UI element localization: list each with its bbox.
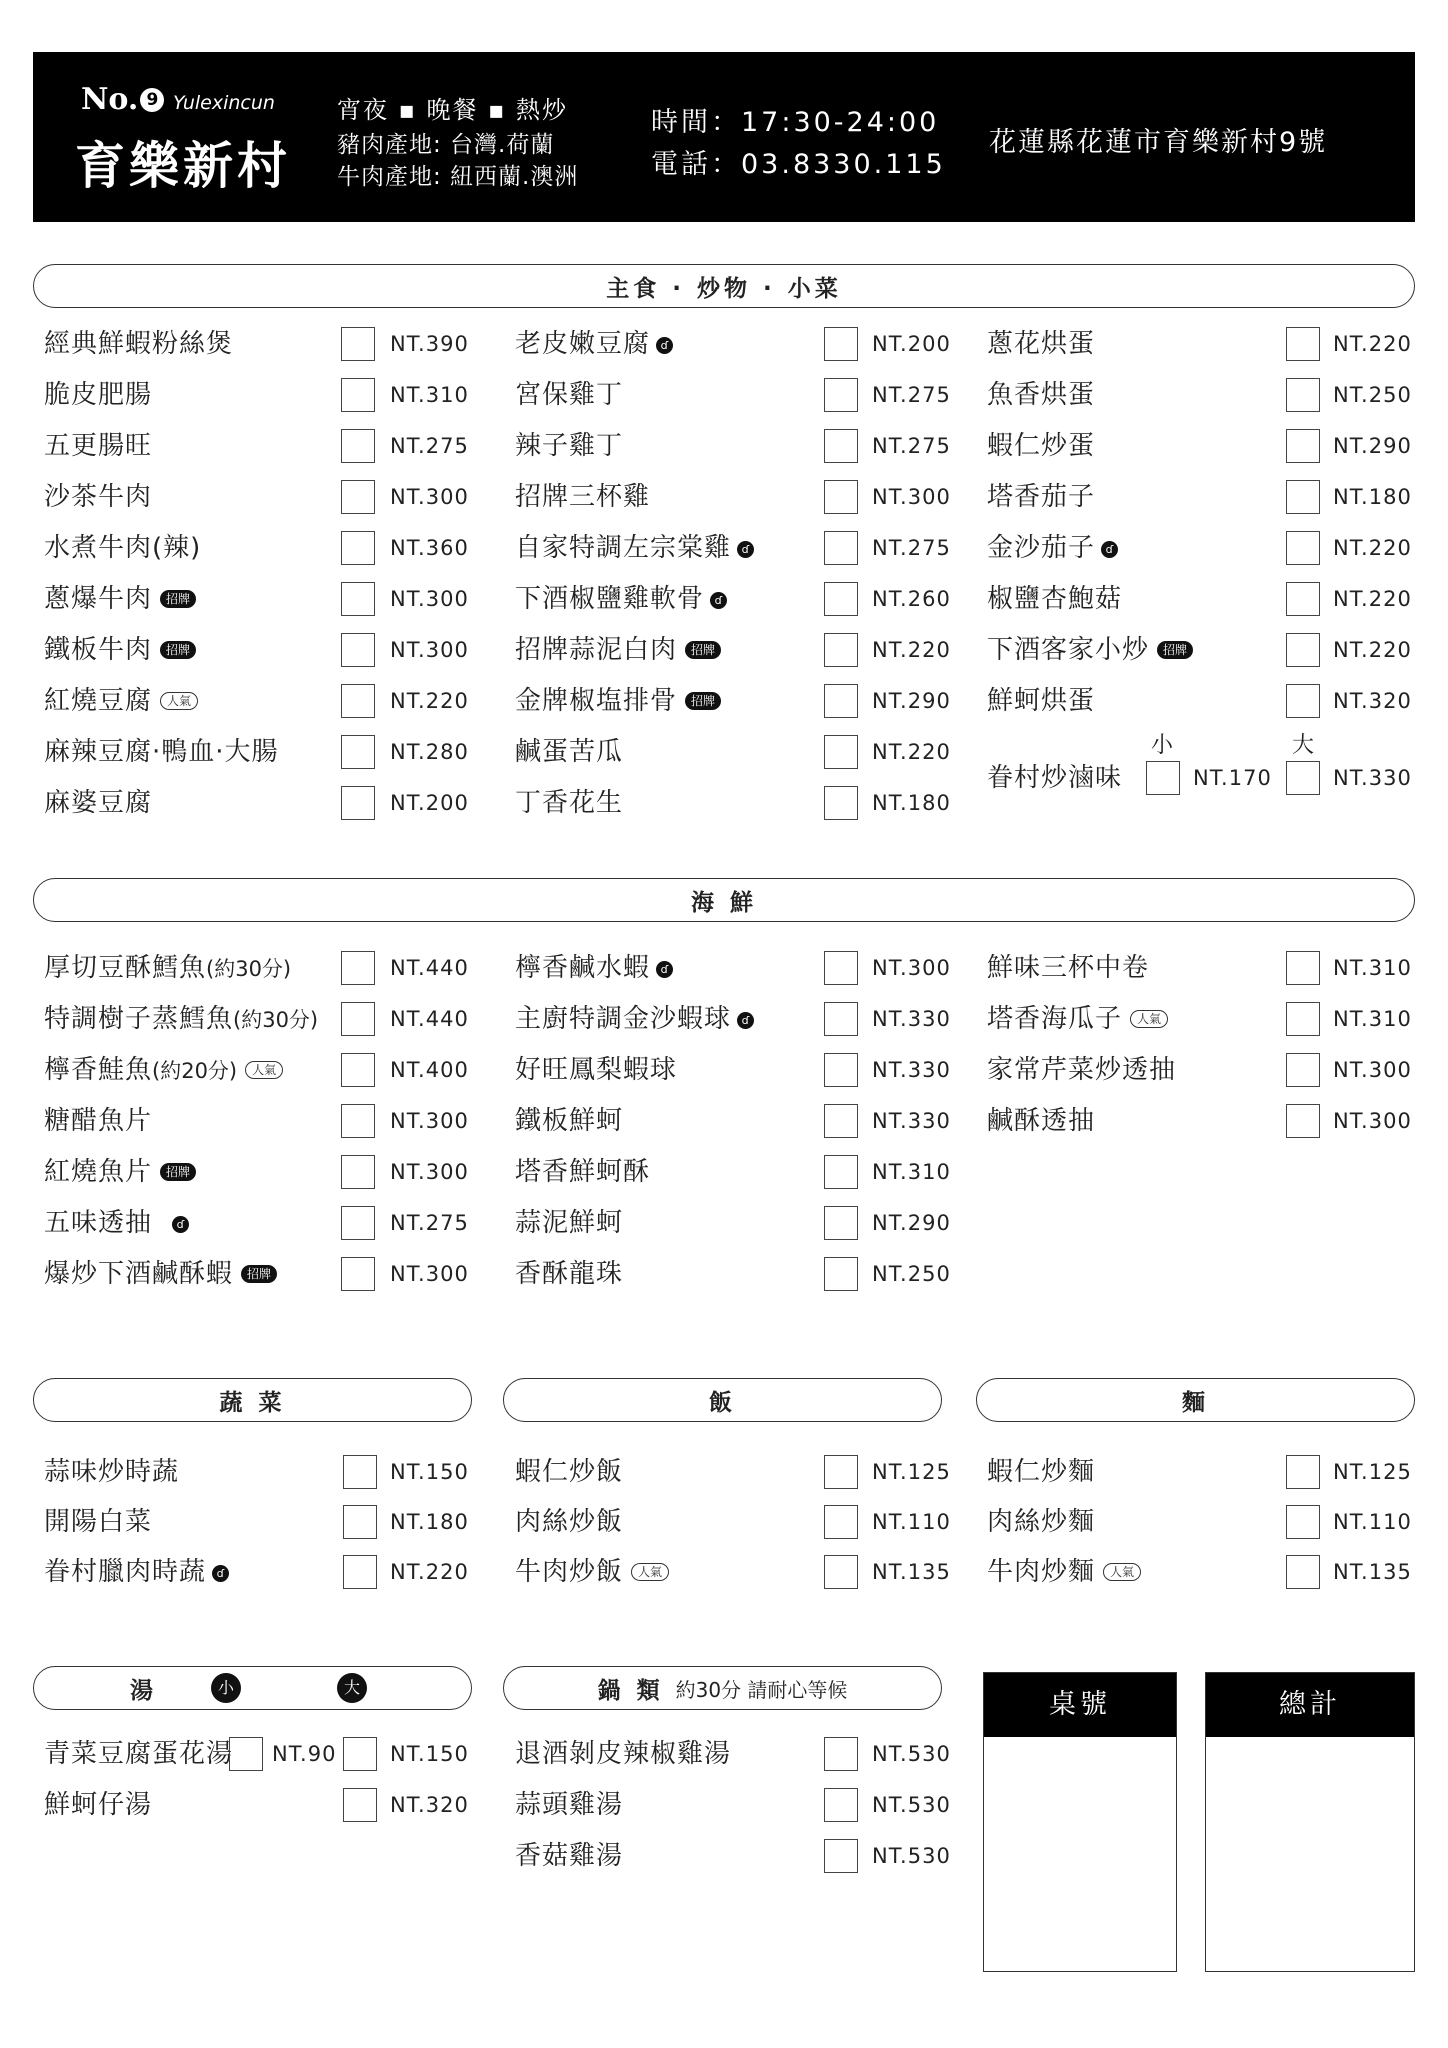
- order-checkbox-small[interactable]: [229, 1737, 263, 1771]
- order-checkbox[interactable]: [1286, 1555, 1320, 1589]
- item-name: 眷村臘肉時蔬 ɗ: [44, 1552, 229, 1592]
- item-name: 家常芹菜炒透抽: [987, 1055, 1177, 1085]
- item-price: NT.330: [872, 1109, 951, 1133]
- order-checkbox[interactable]: [824, 1206, 858, 1240]
- menu-item: [515, 1254, 955, 1294]
- menu-item: [44, 375, 474, 415]
- restaurant-address: 花蓮縣花蓮市育樂新村9號: [989, 127, 1328, 158]
- item-price: NT.220: [390, 689, 469, 713]
- item-name: 椒鹽杏鮑菇: [987, 584, 1123, 614]
- section-hotpot: 鍋 類 約30分 請耐心等候: [503, 1666, 942, 1710]
- item-name: 好旺鳳梨蝦球: [515, 1055, 678, 1085]
- item-name: 蒜味炒時蔬: [44, 1457, 180, 1487]
- menu-item: [44, 1502, 474, 1542]
- order-checkbox[interactable]: [824, 1257, 858, 1291]
- item-price: NT.180: [872, 791, 951, 815]
- order-checkbox[interactable]: [1286, 1455, 1320, 1489]
- item-price: NT.220: [872, 740, 951, 764]
- logo-number: No. 9: [81, 82, 164, 117]
- item-price: NT.250: [872, 1262, 951, 1286]
- menu-item: [44, 1734, 474, 1774]
- item-name: 蒜頭雞湯: [515, 1790, 624, 1820]
- item-price: NT.530: [872, 1742, 951, 1766]
- order-checkbox[interactable]: [343, 1455, 377, 1489]
- item-name: 牛肉炒飯 人氣: [515, 1552, 669, 1592]
- item-name: 自家特調左宗棠雞 ɗ: [515, 528, 754, 568]
- signature-tag: 招牌: [160, 590, 196, 608]
- order-checkbox-large[interactable]: [343, 1737, 377, 1771]
- section-rice: 飯: [503, 1378, 942, 1422]
- item-price: NT.220: [1333, 587, 1412, 611]
- menu-item: [515, 999, 955, 1039]
- menu-item: [515, 426, 955, 466]
- menu-item: [515, 528, 955, 568]
- item-name: 檸香鮭魚(約20分) 人氣: [44, 1050, 283, 1091]
- menu-item: [44, 324, 474, 364]
- order-checkbox[interactable]: [341, 531, 375, 565]
- menu-item: [987, 1552, 1415, 1592]
- order-checkbox[interactable]: [1286, 1002, 1320, 1036]
- order-checkbox[interactable]: [1286, 327, 1320, 361]
- item-price: NT.530: [872, 1793, 951, 1817]
- order-checkbox[interactable]: [1286, 951, 1320, 985]
- item-name: 下酒椒鹽雞軟骨 ɗ: [515, 579, 727, 619]
- logo-number-badge: 9: [140, 88, 164, 112]
- signature-tag: 招牌: [160, 641, 196, 659]
- section-soup: 湯 小 大: [33, 1666, 472, 1710]
- order-checkbox[interactable]: [1286, 684, 1320, 718]
- menu-item: [44, 579, 474, 619]
- item-price: NT.300: [1333, 1109, 1412, 1133]
- order-checkbox[interactable]: [341, 582, 375, 616]
- order-checkbox[interactable]: [1286, 1104, 1320, 1138]
- menu-item: [515, 732, 955, 772]
- item-name: 檸香鹹水蝦 ɗ: [515, 948, 673, 988]
- item-name: 鹹蛋苦瓜: [515, 737, 624, 767]
- item-price: NT.180: [1333, 485, 1412, 509]
- order-checkbox[interactable]: [824, 951, 858, 985]
- item-name: 宮保雞丁: [515, 380, 624, 410]
- order-checkbox[interactable]: [824, 1455, 858, 1489]
- menu-item: [44, 732, 474, 772]
- menu-item: [44, 1452, 474, 1492]
- beef-origin: 牛肉產地: 紐西蘭.澳洲: [337, 164, 579, 190]
- item-price-large: NT.150: [390, 1742, 469, 1766]
- popular-tag: 人氣: [245, 1061, 283, 1079]
- item-price: NT.275: [872, 383, 951, 407]
- section-vegetables: 蔬 菜: [33, 1378, 472, 1422]
- menu-item: [987, 1050, 1415, 1090]
- order-checkbox[interactable]: [824, 1788, 858, 1822]
- section-seafood: 海 鮮: [33, 878, 1415, 922]
- logo-english-name: Yulexincun: [173, 92, 275, 114]
- order-checkbox-large[interactable]: [1286, 761, 1320, 795]
- order-checkbox[interactable]: [341, 1104, 375, 1138]
- order-checkbox[interactable]: [824, 1053, 858, 1087]
- item-name: 特調樹子蒸鱈魚(約30分): [44, 1004, 319, 1034]
- item-price: NT.300: [390, 638, 469, 662]
- item-price: NT.300: [1333, 1058, 1412, 1082]
- menu-item: [987, 681, 1415, 721]
- order-checkbox[interactable]: [1286, 480, 1320, 514]
- item-name: 金牌椒塩排骨 招牌: [515, 681, 721, 721]
- item-name: 丁香花生: [515, 788, 624, 818]
- order-checkbox[interactable]: [824, 480, 858, 514]
- item-price: NT.300: [390, 1262, 469, 1286]
- menu-item: [515, 783, 955, 823]
- menu-item: [515, 1734, 955, 1774]
- item-price: NT.300: [872, 485, 951, 509]
- menu-item: [515, 1152, 955, 1192]
- menu-item: [44, 1050, 474, 1090]
- menu-item: [987, 1101, 1415, 1141]
- phone-number: 電話：03.8330.115: [651, 149, 946, 180]
- item-name: 鐵板鮮蚵: [515, 1106, 624, 1136]
- fire-icon: ɗ: [172, 1216, 189, 1233]
- item-name: 蝦仁炒飯: [515, 1457, 624, 1487]
- item-name: 香酥龍珠: [515, 1259, 624, 1289]
- hotpot-wait-note: 約30分 請耐心等候: [675, 1677, 848, 1702]
- menu-item: [515, 1050, 955, 1090]
- item-name: 蝦仁炒麵: [987, 1457, 1096, 1487]
- menu-item: [44, 477, 474, 517]
- menu-item: [515, 579, 955, 619]
- menu-item: [987, 528, 1415, 568]
- item-price: NT.220: [1333, 536, 1412, 560]
- order-checkbox[interactable]: [824, 735, 858, 769]
- item-price: NT.400: [390, 1058, 469, 1082]
- order-checkbox[interactable]: [1286, 582, 1320, 616]
- item-price: NT.180: [390, 1510, 469, 1534]
- item-name: 塔香茄子: [987, 482, 1096, 512]
- signature-tag: 招牌: [1157, 641, 1193, 659]
- menu-item: [987, 477, 1415, 517]
- menu-item: [515, 630, 955, 670]
- item-price: NT.280: [390, 740, 469, 764]
- item-price: NT.310: [872, 1160, 951, 1184]
- order-checkbox[interactable]: [341, 735, 375, 769]
- order-checkbox[interactable]: [1286, 429, 1320, 463]
- popular-tag: 人氣: [631, 1563, 669, 1581]
- menu-item: [515, 1452, 955, 1492]
- menu-item: [44, 999, 474, 1039]
- item-name: 鮮味三杯中卷: [987, 953, 1150, 983]
- menu-item: [987, 948, 1415, 988]
- item-price: NT.220: [872, 638, 951, 662]
- order-checkbox[interactable]: [341, 429, 375, 463]
- item-name: 魚香烘蛋: [987, 380, 1096, 410]
- order-checkbox[interactable]: [341, 1206, 375, 1240]
- fire-icon: ɗ: [656, 961, 673, 978]
- fire-icon: ɗ: [212, 1565, 229, 1582]
- item-price: NT.300: [390, 485, 469, 509]
- order-checkbox-small[interactable]: [1146, 761, 1180, 795]
- item-price: NT.150: [390, 1460, 469, 1484]
- item-name: 麻婆豆腐: [44, 788, 153, 818]
- item-name: 塔香鮮蚵酥: [515, 1157, 651, 1187]
- item-name: 肉絲炒麵: [987, 1507, 1096, 1537]
- menu-item: [987, 758, 1415, 798]
- signature-tag: 招牌: [685, 641, 721, 659]
- item-price: NT.300: [872, 956, 951, 980]
- menu-item: [44, 948, 474, 988]
- menu-item: [44, 426, 474, 466]
- menu-item: [515, 375, 955, 415]
- item-name: 下酒客家小炒 招牌: [987, 630, 1193, 670]
- menu-item: [44, 1785, 474, 1825]
- item-name: 青菜豆腐蛋花湯: [44, 1739, 234, 1769]
- order-checkbox[interactable]: [824, 531, 858, 565]
- menu-item: [515, 1502, 955, 1542]
- item-price: NT.300: [390, 1160, 469, 1184]
- total-label: 總計: [1206, 1673, 1414, 1737]
- item-name: 開陽白菜: [44, 1507, 153, 1537]
- item-name: 鹹酥透抽: [987, 1106, 1096, 1136]
- menu-item: [987, 1502, 1415, 1542]
- menu-item: [44, 1203, 474, 1243]
- item-price: NT.320: [390, 1793, 469, 1817]
- menu-item: [987, 426, 1415, 466]
- item-name: 脆皮肥腸: [44, 380, 153, 410]
- order-checkbox[interactable]: [824, 633, 858, 667]
- item-price: NT.275: [872, 434, 951, 458]
- menu-item: [987, 324, 1415, 364]
- order-checkbox[interactable]: [343, 1788, 377, 1822]
- item-price: NT.360: [390, 536, 469, 560]
- signature-tag: 招牌: [160, 1163, 196, 1181]
- item-name: 招牌蒜泥白肉 招牌: [515, 630, 721, 670]
- menu-item: [987, 579, 1415, 619]
- menu-header: [33, 52, 1415, 222]
- popular-tag: 人氣: [1130, 1010, 1168, 1028]
- menu-item: [515, 948, 955, 988]
- item-price: NT.300: [390, 587, 469, 611]
- fire-icon: ɗ: [656, 337, 673, 354]
- menu-item: [987, 375, 1415, 415]
- menu-item: [44, 1101, 474, 1141]
- order-checkbox[interactable]: [824, 1555, 858, 1589]
- table-number-label: 桌號: [984, 1673, 1176, 1737]
- meal-categories: 宵夜 ▪ 晚餐 ▪ 熱炒: [337, 96, 569, 124]
- menu-item: [44, 528, 474, 568]
- item-name: 鐵板牛肉 招牌: [44, 630, 196, 670]
- item-name: 老皮嫩豆腐 ɗ: [515, 324, 673, 364]
- order-checkbox[interactable]: [1286, 633, 1320, 667]
- item-price: NT.390: [390, 332, 469, 356]
- item-name: 香菇雞湯: [515, 1841, 624, 1871]
- order-checkbox[interactable]: [341, 327, 375, 361]
- item-name: 紅燒魚片 招牌: [44, 1152, 196, 1192]
- item-price: NT.135: [1333, 1560, 1412, 1584]
- order-checkbox[interactable]: [341, 1155, 375, 1189]
- menu-item: [987, 1452, 1415, 1492]
- item-price: NT.300: [390, 1109, 469, 1133]
- menu-item: [515, 1785, 955, 1825]
- item-price: NT.110: [1333, 1510, 1412, 1534]
- item-name: 麻辣豆腐·鴨血·大腸: [44, 737, 279, 767]
- order-checkbox[interactable]: [824, 582, 858, 616]
- soup-small-badge: 小: [211, 1673, 241, 1703]
- menu-item: [987, 999, 1415, 1039]
- order-checkbox[interactable]: [824, 1839, 858, 1873]
- order-checkbox[interactable]: [343, 1555, 377, 1589]
- order-checkbox[interactable]: [824, 786, 858, 820]
- item-price: NT.260: [872, 587, 951, 611]
- item-name: 招牌三杯雞: [515, 482, 651, 512]
- item-price: NT.220: [1333, 638, 1412, 662]
- popular-tag: 人氣: [160, 692, 198, 710]
- order-checkbox[interactable]: [1286, 1053, 1320, 1087]
- fire-icon: ɗ: [1101, 541, 1118, 558]
- item-name: 五更腸旺: [44, 431, 153, 461]
- menu-item: [987, 630, 1415, 670]
- item-name: 辣子雞丁: [515, 431, 624, 461]
- item-price: NT.330: [872, 1007, 951, 1031]
- item-name: 蒜泥鮮蚵: [515, 1208, 624, 1238]
- order-checkbox[interactable]: [341, 1002, 375, 1036]
- item-name: 水煮牛肉(辣): [44, 533, 202, 563]
- item-price: NT.290: [872, 689, 951, 713]
- item-price: NT.290: [872, 1211, 951, 1235]
- signature-tag: 招牌: [241, 1265, 277, 1283]
- item-name: 牛肉炒麵 人氣: [987, 1552, 1141, 1592]
- item-price: NT.275: [390, 1211, 469, 1235]
- order-checkbox[interactable]: [341, 951, 375, 985]
- item-price: NT.125: [1333, 1460, 1412, 1484]
- item-name: 五味透抽 ɗ: [44, 1203, 189, 1243]
- menu-item: [515, 1836, 955, 1876]
- order-checkbox[interactable]: [824, 327, 858, 361]
- size-small-label: 小: [1151, 733, 1174, 758]
- item-name: 主廚特調金沙蝦球 ɗ: [515, 999, 754, 1039]
- order-checkbox[interactable]: [1286, 531, 1320, 565]
- item-price: NT.530: [872, 1844, 951, 1868]
- menu-item: [515, 1552, 955, 1592]
- order-checkbox[interactable]: [824, 1002, 858, 1036]
- total-box[interactable]: [1205, 1672, 1415, 1972]
- item-price: NT.220: [390, 1560, 469, 1584]
- item-name: 糖醋魚片: [44, 1106, 153, 1136]
- order-checkbox[interactable]: [824, 684, 858, 718]
- fire-icon: ɗ: [710, 592, 727, 609]
- logo-chinese-name: 育樂新村: [75, 136, 291, 195]
- item-name: 蝦仁炒蛋: [987, 431, 1096, 461]
- item-price: NT.135: [872, 1560, 951, 1584]
- menu-item: [515, 477, 955, 517]
- menu-item: [515, 1101, 955, 1141]
- menu-item: [515, 681, 955, 721]
- item-name: 退酒剝皮辣椒雞湯: [515, 1739, 732, 1769]
- item-name: 經典鮮蝦粉絲煲: [44, 329, 234, 359]
- order-checkbox[interactable]: [341, 684, 375, 718]
- order-checkbox[interactable]: [341, 786, 375, 820]
- item-price: NT.275: [390, 434, 469, 458]
- order-checkbox[interactable]: [341, 633, 375, 667]
- order-checkbox[interactable]: [824, 1104, 858, 1138]
- menu-item: [44, 630, 474, 670]
- order-checkbox[interactable]: [824, 429, 858, 463]
- menu-item: [515, 324, 955, 364]
- item-price: NT.290: [1333, 434, 1412, 458]
- item-name: 鮮蚵仔湯: [44, 1790, 153, 1820]
- item-price: NT.310: [390, 383, 469, 407]
- menu-item: [44, 1152, 474, 1192]
- item-price: NT.310: [1333, 1007, 1412, 1031]
- opening-hours: 時間：17:30-24:00: [651, 107, 940, 138]
- order-checkbox[interactable]: [824, 1737, 858, 1771]
- item-price: NT.250: [1333, 383, 1412, 407]
- section-noodles: 麵: [976, 1378, 1415, 1422]
- item-price-large: NT.330: [1333, 766, 1412, 790]
- fire-icon: ɗ: [737, 541, 754, 558]
- item-name: 鮮蚵烘蛋: [987, 686, 1096, 716]
- order-checkbox[interactable]: [1286, 1505, 1320, 1539]
- order-checkbox[interactable]: [341, 480, 375, 514]
- order-checkbox[interactable]: [824, 1155, 858, 1189]
- item-name: 肉絲炒飯: [515, 1507, 624, 1537]
- item-name: 塔香海瓜子 人氣: [987, 999, 1168, 1039]
- item-name: 爆炒下酒鹹酥蝦 招牌: [44, 1254, 277, 1294]
- item-price: NT.440: [390, 1007, 469, 1031]
- order-checkbox[interactable]: [343, 1505, 377, 1539]
- order-checkbox[interactable]: [824, 378, 858, 412]
- menu-item: [44, 1552, 474, 1592]
- fire-icon: ɗ: [737, 1012, 754, 1029]
- item-price: NT.440: [390, 956, 469, 980]
- menu-item: [44, 783, 474, 823]
- signature-tag: 招牌: [685, 692, 721, 710]
- item-price: NT.110: [872, 1510, 951, 1534]
- popular-tag: 人氣: [1103, 1563, 1141, 1581]
- item-price: NT.330: [872, 1058, 951, 1082]
- menu-item: [44, 681, 474, 721]
- soup-large-badge: 大: [337, 1673, 367, 1703]
- item-price: NT.200: [390, 791, 469, 815]
- pork-origin: 豬肉產地: 台灣.荷蘭: [337, 132, 555, 158]
- item-name: 金沙茄子 ɗ: [987, 528, 1118, 568]
- item-name: 眷村炒滷味: [987, 763, 1123, 793]
- item-price: NT.220: [1333, 332, 1412, 356]
- item-price-small: NT.170: [1193, 766, 1272, 790]
- order-checkbox[interactable]: [341, 1053, 375, 1087]
- section-main-dishes: 主食 · 炒物 · 小菜: [33, 264, 1415, 308]
- item-price-small: NT.90: [272, 1742, 337, 1766]
- menu-item: [44, 1254, 474, 1294]
- order-checkbox[interactable]: [341, 378, 375, 412]
- order-checkbox[interactable]: [824, 1505, 858, 1539]
- item-price: NT.320: [1333, 689, 1412, 713]
- item-price: NT.200: [872, 332, 951, 356]
- order-checkbox[interactable]: [341, 1257, 375, 1291]
- item-name: 蔥花烘蛋: [987, 329, 1096, 359]
- menu-item: [515, 1203, 955, 1243]
- item-name: 蔥爆牛肉 招牌: [44, 579, 196, 619]
- order-checkbox[interactable]: [1286, 378, 1320, 412]
- item-price: NT.275: [872, 536, 951, 560]
- item-price: NT.125: [872, 1460, 951, 1484]
- size-large-label: 大: [1292, 733, 1315, 758]
- item-name: 厚切豆酥鱈魚(約30分): [44, 953, 292, 983]
- table-number-box[interactable]: [983, 1672, 1177, 1972]
- item-name: 沙茶牛肉: [44, 482, 153, 512]
- item-price: NT.310: [1333, 956, 1412, 980]
- item-name: 紅燒豆腐 人氣: [44, 681, 198, 721]
